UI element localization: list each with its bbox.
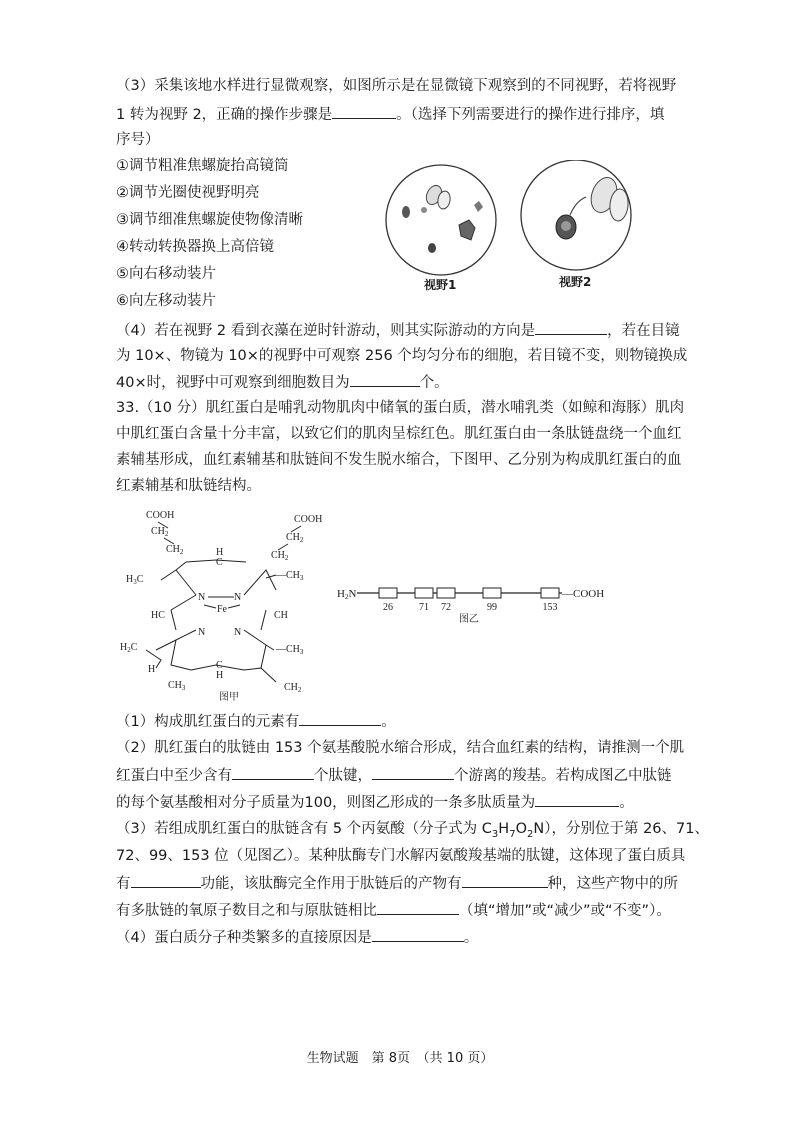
option-4: ④转动转换器换上高倍镜: [116, 239, 274, 255]
figure-b-label: 图乙: [459, 614, 479, 625]
svg-text:C: C: [216, 557, 223, 568]
q33-line-3: 素辅基形成，血红素辅基和肽链间不发生脱水缩合，下图甲、乙分别为构成肌红蛋白的血: [116, 452, 682, 468]
svg-text:COOH: COOH: [146, 510, 175, 521]
figure-a-label: 图甲: [219, 692, 239, 703]
q33-part3-line2: 72、99、153 位（见图乙）。某种肽酶专门水解丙氨酸羧基端的肽键，这体现了蛋白质具: [116, 848, 686, 864]
answer-blank[interactable]: [462, 873, 548, 888]
svg-text:H2N: H2N: [337, 588, 357, 601]
q33-line-4: 红素辅基和肽链结构。: [116, 478, 261, 494]
residue-box-72: [437, 588, 455, 598]
svg-text:N: N: [198, 592, 206, 603]
page-footer: 生物试题 第 8页 （共 10 页）: [306, 1051, 494, 1066]
heme-structure-figure: [116, 500, 346, 705]
svg-text:H: H: [216, 547, 224, 558]
answer-blank[interactable]: [535, 792, 619, 807]
svg-text:HC: HC: [151, 610, 165, 621]
residue-box-26: [379, 588, 397, 598]
svg-text:CH2: $CH_2$: [151, 526, 169, 538]
option-5: ⑤向右移动装片: [116, 266, 216, 282]
q4-line-1: （4）若在视野 2 看到衣藻在逆时针游动，则其实际游动的方向是 ，若在目镜: [116, 320, 680, 341]
svg-text:CH2: $CH_2$: [271, 550, 289, 562]
svg-text:C: C: [216, 660, 223, 671]
q4-line-3: 40×时，视野中可观察到细胞数目为 个。: [116, 372, 449, 393]
option-6: ⑥向左移动装片: [116, 293, 216, 309]
answer-blank[interactable]: [350, 372, 420, 387]
svg-text:CH2: $CH_2$: [284, 682, 302, 694]
q33-part2-line1: （2）肌红蛋白的肽链由 153 个氨基酸脱水缩合形成，结合血红素的结构，请推测一个肌: [116, 740, 685, 756]
q33-part1: （1）构成肌红蛋白的元素有 。: [116, 711, 396, 732]
answer-blank[interactable]: [332, 104, 396, 119]
residue-position-label: 71: [419, 602, 429, 613]
svg-text:CH: CH: [274, 610, 288, 621]
svg-text:CH2: $CH_2$: [166, 544, 184, 556]
answer-blank[interactable]: [372, 765, 454, 780]
answer-blank[interactable]: [377, 900, 459, 915]
answer-blank[interactable]: [232, 765, 314, 780]
svg-text:—CH3: $—CH_3$: [276, 570, 304, 582]
residue-box-71: [415, 588, 433, 598]
q33-part2-line2: 红蛋白中至少含有 个肽键， 个游离的羧基。若构成图乙中肽链: [116, 765, 672, 786]
view-2-label: 视野2: [559, 275, 592, 289]
svg-text:H: H: [148, 664, 156, 675]
residue-position-label: 99: [487, 602, 497, 613]
chain-residue-boxes: [379, 588, 559, 613]
q33-line-2: 中肌红蛋白含量十分丰富，以致它们的肌肉呈棕红色。肌红蛋白由一条肽链盘绕一个血红: [116, 426, 682, 442]
svg-text:COOH: COOH: [294, 514, 323, 525]
answer-blank[interactable]: [299, 711, 381, 726]
residue-box-153: [541, 588, 559, 598]
svg-text:N: N: [234, 627, 242, 638]
svg-text:H: H: [216, 670, 224, 681]
residue-box-99: [483, 588, 501, 598]
q4-line-2: 为 10×、物镜为 10×的视野中可观察 256 个均匀分布的细胞，若目镜不变，则物镜换成: [116, 348, 688, 364]
microscope-views-figure: [384, 160, 644, 290]
svg-text:H2C: $H_2C$: [120, 642, 138, 654]
q3-line-3: 序号）: [116, 132, 160, 148]
answer-blank[interactable]: [372, 927, 464, 942]
view-2-circle: [521, 160, 631, 270]
view-1-label: 视野1: [424, 278, 457, 292]
answer-blank[interactable]: [131, 873, 201, 888]
q3-line-1: （3）采集该地水样进行显微观察，如图所示是在显微镜下观察到的不同视野，若将视野: [116, 78, 677, 94]
q3-line-2: 1 转为视野 2，正确的操作步骤是 。（选择下列需要进行的操作进行排序，填: [116, 104, 664, 125]
option-1: ①调节粗准焦螺旋抬高镜筒: [116, 158, 289, 174]
view-1-circle: [386, 165, 496, 275]
svg-text:H3C: $H_3C$: [126, 574, 144, 586]
option-2: ②调节光圈使视野明亮: [116, 185, 260, 201]
option-3: ③调节细准焦螺旋使物像清晰: [116, 212, 303, 228]
q33-part3-line3: 有 功能，该肽酶完全作用于肽链后的产物有 种，这些产物中的所: [116, 873, 678, 894]
residue-position-label: 153: [542, 602, 558, 613]
svg-text:N: N: [198, 627, 206, 638]
q33-line-1: 33.（10 分）肌红蛋白是哺乳动物肌肉中储氧的蛋白质，潜水哺乳类（如鲸和海豚）肌肉: [116, 400, 685, 416]
svg-text:CH3: $CH_3$: [168, 680, 186, 692]
q33-part4: （4）蛋白质分子种类繁多的直接原因是 。: [116, 927, 478, 948]
residue-position-label: 72: [441, 602, 451, 613]
q33-part3-line4: 有多肽链的氧原子数目之和与原肽链相比 （填“增加”或“减少”或“不变”）。: [116, 900, 671, 921]
svg-text:N: N: [234, 592, 242, 603]
svg-text:Fe: Fe: [217, 604, 227, 615]
peptide-chain-figure: [337, 580, 612, 625]
q33-part2-line3: 的每个氨基酸相对分子质量为100，则图乙形成的一条多肽质量为 。: [116, 792, 634, 813]
svg-text:—CH3: $—CH_3$: [276, 644, 304, 656]
residue-position-label: 26: [383, 602, 393, 613]
svg-text:—COOH: —COOH: [562, 588, 605, 600]
answer-blank[interactable]: [535, 320, 607, 335]
q33-part3-line1: （3）若组成肌红蛋白的肽链含有 5 个丙氨酸（分子式为 $C_3H_7O_2N$），分别位于第 26、71、: [116, 821, 709, 840]
svg-text:CH2: $CH_2$: [286, 532, 304, 544]
